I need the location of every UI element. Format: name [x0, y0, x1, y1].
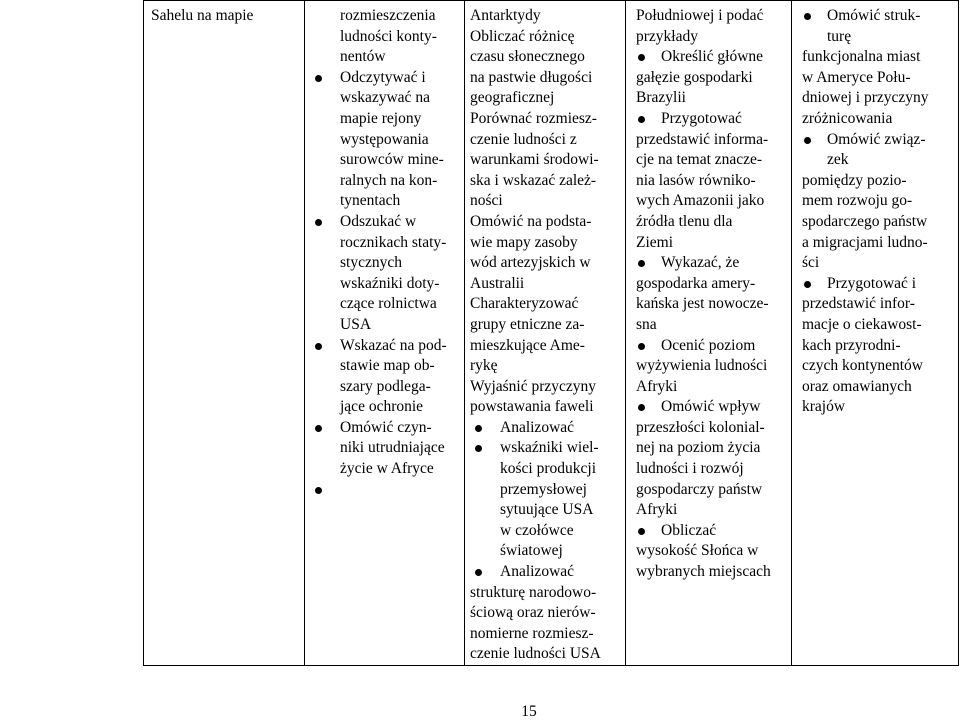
list-item: [792, 212, 958, 233]
list-item: [626, 27, 791, 48]
list-item-text: rykę: [470, 357, 498, 375]
list-item: [792, 130, 958, 151]
list-item-text: wód artezyjskich w: [470, 254, 591, 272]
list-item: [626, 315, 791, 336]
list-item-text: macje o ciekawost-: [802, 315, 922, 333]
list-item-text: światowej: [500, 542, 563, 560]
list-item: [305, 274, 464, 295]
topic-text: Sahelu na mapie: [151, 7, 254, 24]
list-item: [465, 418, 625, 439]
list-item: [626, 233, 791, 254]
list-item: [626, 150, 791, 171]
list-item: [626, 397, 791, 418]
table-cell-col2: [305, 1, 465, 666]
list-item: [305, 253, 464, 274]
list-item-text: Afryki: [636, 501, 678, 519]
bullet-icon: [638, 528, 645, 535]
list-item-text: ska i wskazać zależ-: [470, 171, 597, 189]
list-item-text: zek: [827, 151, 849, 169]
list-item: [465, 603, 625, 624]
list-item: [792, 336, 958, 357]
list-item-text: Odszukać w: [340, 212, 417, 230]
list-item: [465, 377, 625, 398]
list-item: [626, 191, 791, 212]
list-item: [465, 644, 625, 665]
list-item-text: rozmieszczenia: [340, 7, 436, 24]
list-item: [305, 191, 464, 212]
bullet-icon: [638, 404, 645, 411]
table-cell-col5: [792, 1, 959, 666]
list-item: [305, 212, 464, 233]
list-item: [465, 171, 625, 192]
list-item-text: Omówić na podsta-: [470, 212, 592, 230]
list-item-text: Obliczać różnicę: [470, 27, 575, 45]
bullet-icon: [475, 425, 482, 432]
list-item: [792, 6, 958, 27]
list-item-text: sna: [636, 315, 657, 333]
list-item: [792, 377, 958, 398]
list-item: [792, 88, 958, 109]
list-item: [465, 438, 625, 459]
list-item: [792, 47, 958, 68]
bullet-icon: [475, 569, 482, 576]
list-item: [626, 356, 791, 377]
list-item: [465, 130, 625, 151]
list-item-text: cje na temat znacze-: [636, 151, 763, 169]
list-item-text: Analizować: [500, 563, 575, 581]
list-item-text: wskaźniki wiel-: [500, 439, 599, 457]
list-item-text: ludności konty-: [340, 27, 437, 45]
list-item: [465, 541, 625, 562]
list-item: [465, 583, 625, 604]
list-item-text: Analizować: [500, 418, 575, 436]
list-item-text: rocznikach staty-: [340, 233, 447, 251]
list-item-text: Charakteryzować: [470, 295, 579, 313]
list-item-text: przedstawić infor-: [802, 295, 915, 313]
bullet-icon: [804, 13, 811, 20]
list-item-text: gospodarczy państw: [636, 480, 763, 498]
list-item: [465, 356, 625, 377]
list-item: [465, 109, 625, 130]
list-item-text: mapie rejony: [340, 109, 422, 127]
list-item-text: ności: [470, 192, 503, 210]
bullet-icon: [638, 116, 645, 123]
list-item: [305, 6, 464, 27]
list-item-text: ludności i rozwój: [636, 460, 744, 478]
list-item-text: oraz omawianych: [802, 377, 912, 395]
list-item: [465, 212, 625, 233]
list-item: [305, 315, 464, 336]
list-item: [626, 88, 791, 109]
list-item: [465, 315, 625, 336]
list-item: [305, 377, 464, 398]
list-item: [792, 171, 958, 192]
list-item-text: Określić główne: [661, 48, 764, 66]
list-item-text: Obliczać: [661, 521, 717, 539]
table-cell-col4: [626, 1, 792, 666]
list-item-text: wskazywać na: [340, 89, 430, 107]
list-item-text: zróżnicowania: [802, 109, 893, 127]
list-item: [305, 459, 464, 480]
list-item-text: wych Amazonii jako: [636, 192, 765, 210]
list-item: [626, 418, 791, 439]
list-item-text: krajów: [802, 398, 846, 416]
list-item: [305, 109, 464, 130]
list-item-text: nentów: [340, 48, 386, 66]
list-item: [626, 541, 791, 562]
list-item: [626, 500, 791, 521]
list-item: [626, 480, 791, 501]
list-item: [626, 294, 791, 315]
list-item-text: życie w Afryce: [340, 460, 434, 478]
list-item-text: gospodarka amery-: [636, 274, 756, 292]
list-item-text: mem rozwoju go-: [802, 192, 913, 210]
list-item-text: przeszłości kolonial-: [636, 418, 765, 436]
list-item: [305, 68, 464, 89]
list-item-text: źródła tlenu dla: [636, 212, 733, 230]
list-item-text: przykłady: [636, 27, 698, 45]
list-item-text: Antarktydy: [470, 7, 541, 24]
list-item-text: Porównać rozmiesz-: [470, 109, 597, 127]
list-item: [792, 68, 958, 89]
list-item: [465, 253, 625, 274]
list-item-text: Odczytywać i: [340, 68, 426, 86]
list-item: [792, 150, 958, 171]
list-item-text: tynentach: [340, 192, 401, 210]
list-item: [792, 294, 958, 315]
list-item: [305, 47, 464, 68]
list-item: [626, 274, 791, 295]
bullet-icon: [804, 137, 811, 144]
list-item-text: czenie ludności USA: [470, 645, 601, 663]
list-item-text: przemysłowej: [500, 480, 587, 498]
list-item: [305, 27, 464, 48]
list-item-text: gałęzie gospodarki: [636, 68, 753, 86]
list-item: [626, 130, 791, 151]
list-item: [465, 47, 625, 68]
list-item-text: Brazylii: [636, 89, 686, 107]
list-item: [626, 253, 791, 274]
bullet-icon: [804, 281, 811, 288]
list-item: [626, 377, 791, 398]
list-item: [465, 274, 625, 295]
list-item-text: jące ochronie: [340, 398, 424, 416]
bullet-icon: [638, 260, 645, 267]
list-item-text: szary podlega-: [340, 377, 431, 395]
list-item: [465, 500, 625, 521]
list-item-text: surowców mine-: [340, 151, 444, 169]
list-item-text: Południowej i podać: [636, 7, 764, 24]
list-item: [626, 336, 791, 357]
list-item-text: czasu słonecznego: [470, 48, 585, 66]
list-item-text: na pastwie długości: [470, 68, 593, 86]
list-item-text: a migracjami ludno-: [802, 233, 928, 251]
list-item: [305, 150, 464, 171]
list-item-text: występowania: [340, 130, 429, 148]
list-item-text: warunkami środowi-: [470, 151, 599, 169]
list-item: [465, 397, 625, 418]
list-item-text: Omówić czyn-: [340, 418, 432, 436]
table-cell-topic: [144, 1, 305, 666]
list-item-text: funkcjonalna miast: [802, 48, 921, 66]
bullet-icon: [315, 425, 322, 432]
list-item-text: Przygotować: [661, 109, 742, 127]
list-item-text: mieszkujące Ame-: [470, 336, 585, 354]
list-item: [626, 438, 791, 459]
bullet-icon: [315, 219, 322, 226]
list-item: [305, 356, 464, 377]
list-item: [305, 336, 464, 357]
list-item: [626, 6, 791, 27]
list-item-text: turę: [827, 27, 852, 45]
list-item: [626, 562, 791, 583]
list-item-text: kości produkcji: [500, 460, 596, 478]
bullet-icon: [638, 54, 645, 61]
bullet-icon: [638, 343, 645, 350]
list-item-text: Australii: [470, 274, 525, 292]
list-item-text: Ocenić poziom: [661, 336, 756, 354]
list-item: [465, 624, 625, 645]
list-item: [465, 562, 625, 583]
list-item-text: czące rolnictwa: [340, 295, 437, 313]
list-item: [792, 253, 958, 274]
list-item-text: geograficznej: [470, 89, 555, 107]
list-item-text: wyżywienia ludności: [636, 357, 768, 375]
list-item-text: nomierne rozmiesz-: [470, 624, 594, 642]
list-item-text: nej na poziom życia: [636, 439, 761, 457]
list-item: [792, 27, 958, 48]
list-item-text: dniowej i przyczyny: [802, 89, 929, 107]
list-item: [465, 336, 625, 357]
list-item: [792, 109, 958, 130]
list-item-text: kach przyrodni-: [802, 336, 901, 354]
list-item: [465, 480, 625, 501]
list-item-text: Przygotować i: [827, 274, 917, 292]
list-item: [626, 68, 791, 89]
list-item-text: pomiędzy pozio-: [802, 171, 907, 189]
list-item-text: kańska jest nowocze-: [636, 295, 769, 313]
list-item-text: ralnych na kon-: [340, 171, 438, 189]
list-item-text: Wyjaśnić przyczyny: [470, 377, 597, 395]
list-item-text: w czołówce: [500, 521, 574, 539]
list-item-text: wysokość Słońca w: [636, 542, 759, 560]
list-item: [792, 233, 958, 254]
list-item-text: strukturę narodowo-: [470, 583, 597, 601]
list-item: [626, 459, 791, 480]
list-item: [792, 315, 958, 336]
list-item: [465, 521, 625, 542]
list-item-text: Ziemi: [636, 233, 674, 251]
curriculum-table: [143, 0, 959, 666]
list-item: [465, 6, 625, 27]
list-item-text: wie mapy zasoby: [470, 233, 578, 251]
list-item-text: Wykazać, że: [661, 254, 740, 272]
list-item: [465, 233, 625, 254]
list-item: [305, 397, 464, 418]
bullet-icon: [315, 75, 322, 82]
bullet-icon: [475, 445, 482, 452]
list-item: [792, 397, 958, 418]
list-item: [465, 88, 625, 109]
list-item-text: sytuujące USA: [500, 501, 594, 519]
list-item: [792, 274, 958, 295]
list-item-text: niki utrudniające: [340, 439, 445, 457]
list-item-text: czenie ludności z: [470, 130, 577, 148]
list-item: [305, 233, 464, 254]
list-item: [465, 68, 625, 89]
list-item: [465, 191, 625, 212]
list-item: [305, 294, 464, 315]
list-item-text: Omówić wpływ: [661, 398, 761, 416]
list-item-text: wskaźniki doty-: [340, 274, 440, 292]
list-item-text: ściową oraz nierów-: [470, 604, 596, 622]
list-item: [626, 212, 791, 233]
list-item: [305, 438, 464, 459]
list-item-text: Omówić związ-: [827, 130, 926, 148]
list-item-text: grupy etniczne za-: [470, 315, 585, 333]
bullet-icon: [315, 487, 322, 494]
list-item: [626, 47, 791, 68]
list-item: [465, 294, 625, 315]
list-item-text: Omówić struk-: [827, 7, 921, 24]
list-item-text: powstawania faweli: [470, 398, 594, 416]
list-item-text: nia lasów równiko-: [636, 171, 756, 189]
list-item-text: Afryki: [636, 377, 678, 395]
list-item: [626, 521, 791, 542]
list-item: [305, 171, 464, 192]
list-item: [305, 88, 464, 109]
list-item-text: stawie map ob-: [340, 357, 435, 375]
list-item: [465, 150, 625, 171]
list-item-text: przedstawić informa-: [636, 130, 769, 148]
list-item: [465, 27, 625, 48]
list-item-text: w Ameryce Połu-: [802, 68, 911, 86]
list-item: [305, 418, 464, 439]
list-item-text: spodarczego państw: [802, 212, 928, 230]
list-item: [626, 171, 791, 192]
list-item-text: wybranych miejscach: [636, 563, 771, 581]
list-item: [465, 459, 625, 480]
list-item: [305, 130, 464, 151]
bullet-icon: [315, 343, 322, 350]
page-number: 15: [521, 703, 537, 720]
list-item: [626, 109, 791, 130]
list-item-text: stycznych: [340, 254, 402, 272]
list-item-text: USA: [340, 315, 372, 333]
table-row: [144, 1, 959, 666]
list-item-text: czych kontynentów: [802, 357, 923, 375]
table-cell-col3: [465, 1, 626, 666]
list-item-text: ści: [802, 254, 820, 272]
list-item: [792, 356, 958, 377]
list-item: [792, 191, 958, 212]
list-item-text: Wskazać na pod-: [340, 336, 447, 354]
